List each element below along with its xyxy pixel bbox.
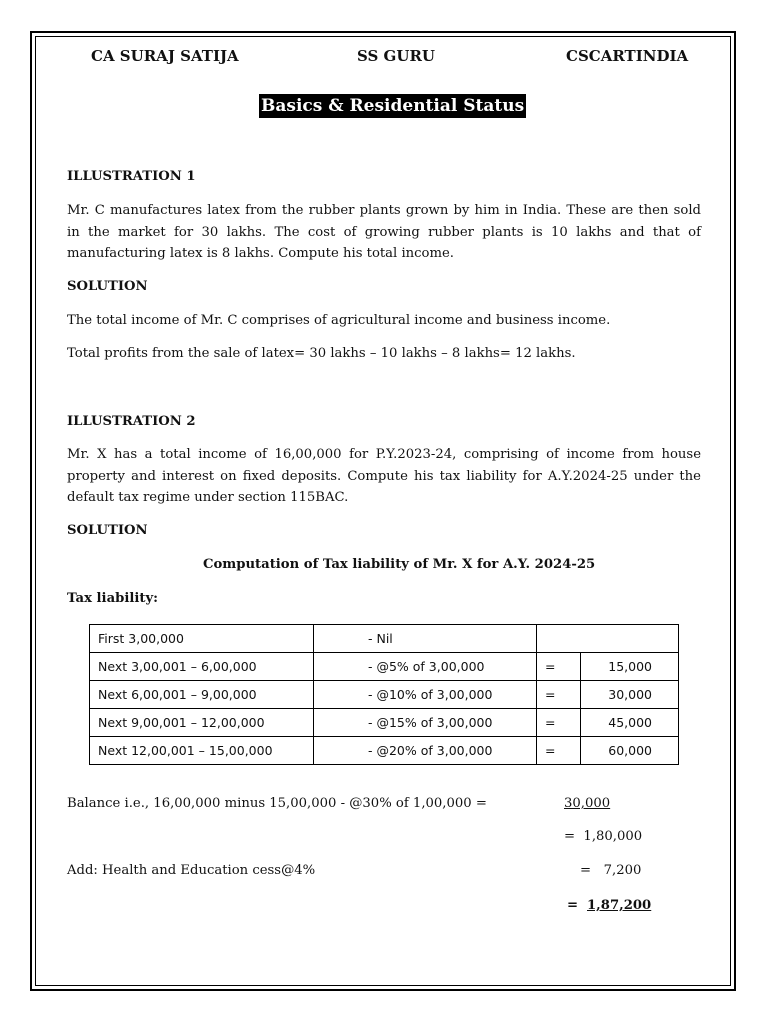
slab-range: Next 6,00,001 – 9,00,000 <box>90 681 314 709</box>
tax-slab-row <box>90 737 679 765</box>
slab-rate: - @20% of 3,00,000 <box>314 737 537 765</box>
slab-range: Next 3,00,001 – 6,00,000 <box>90 653 314 681</box>
balance-amount: 30,000 <box>564 796 611 811</box>
tax-slab-row <box>90 681 679 709</box>
illustration-2-heading: ILLUSTRATION 2 <box>67 414 196 429</box>
slab-amount <box>537 625 679 653</box>
slab-rate: - @15% of 3,00,000 <box>314 709 537 737</box>
tax-slab-row <box>90 653 679 681</box>
tax-slab-row <box>90 709 679 737</box>
total-amount: 1,87,200 <box>587 898 652 913</box>
slab-equals: = <box>537 681 581 709</box>
tax-liability-label: Tax liability: <box>67 591 158 606</box>
slab-amount: 60,000 <box>581 737 679 765</box>
slab-amount: 30,000 <box>581 681 679 709</box>
balance-text: Balance i.e., 16,00,000 minus 15,00,000 - @30% of 1,00,000 = <box>67 796 487 811</box>
header-right: CSCARTINDIA <box>566 47 689 65</box>
slab-rate: - @10% of 3,00,000 <box>314 681 537 709</box>
subtotal-amount: = 1,80,000 <box>564 829 643 844</box>
illustration-1-text: Mr. C manufactures latex from the rubber plants grown by him in India. These are then sold in the market for 30 lakhs. The cost of growing rubber plants is 10 lakhs and that of manufacturing latex is 8 lakhs. Compute his total income. <box>67 203 701 261</box>
page-title: Basics & Residential Status <box>261 96 525 116</box>
slab-rate: - @5% of 3,00,000 <box>314 653 537 681</box>
solution-1-line-1: The total income of Mr. C comprises of agricultural income and business income. <box>67 313 611 328</box>
header-left: CA SURAJ SATIJA <box>91 47 239 65</box>
solution-1-heading: SOLUTION <box>67 279 148 294</box>
computation-title: Computation of Tax liability of Mr. X for A.Y. 2024-25 <box>203 557 596 572</box>
cess-label: Add: Health and Education cess@4% <box>67 863 316 878</box>
solution-2-heading: SOLUTION <box>67 523 148 538</box>
illustration-1-heading: ILLUSTRATION 1 <box>67 169 196 184</box>
cess-amount: = 7,200 <box>580 863 642 878</box>
tax-slab-row <box>90 625 679 653</box>
header-center: SS GURU <box>357 47 435 65</box>
slab-equals: = <box>537 737 581 765</box>
slab-range: Next 12,00,001 – 15,00,000 <box>90 737 314 765</box>
slab-equals: = <box>537 653 581 681</box>
tax-slab-table <box>89 624 679 765</box>
slab-amount: 15,000 <box>581 653 679 681</box>
total-eq: = <box>567 898 579 913</box>
solution-1-line-2: Total profits from the sale of latex= 30 lakhs – 10 lakhs – 8 lakhs= 12 lakhs. <box>67 346 576 361</box>
slab-rate: - Nil <box>314 625 537 653</box>
slab-amount: 45,000 <box>581 709 679 737</box>
slab-range: Next 9,00,001 – 12,00,000 <box>90 709 314 737</box>
slab-equals: = <box>537 709 581 737</box>
slab-range: First 3,00,000 <box>90 625 314 653</box>
illustration-2-text: Mr. X has a total income of 16,00,000 for P.Y.2023-24, comprising of income from house property and interest on fixed deposits. Compute his tax liability for A.Y.2024-25 under the default tax regime under section 115BAC. <box>67 447 701 505</box>
